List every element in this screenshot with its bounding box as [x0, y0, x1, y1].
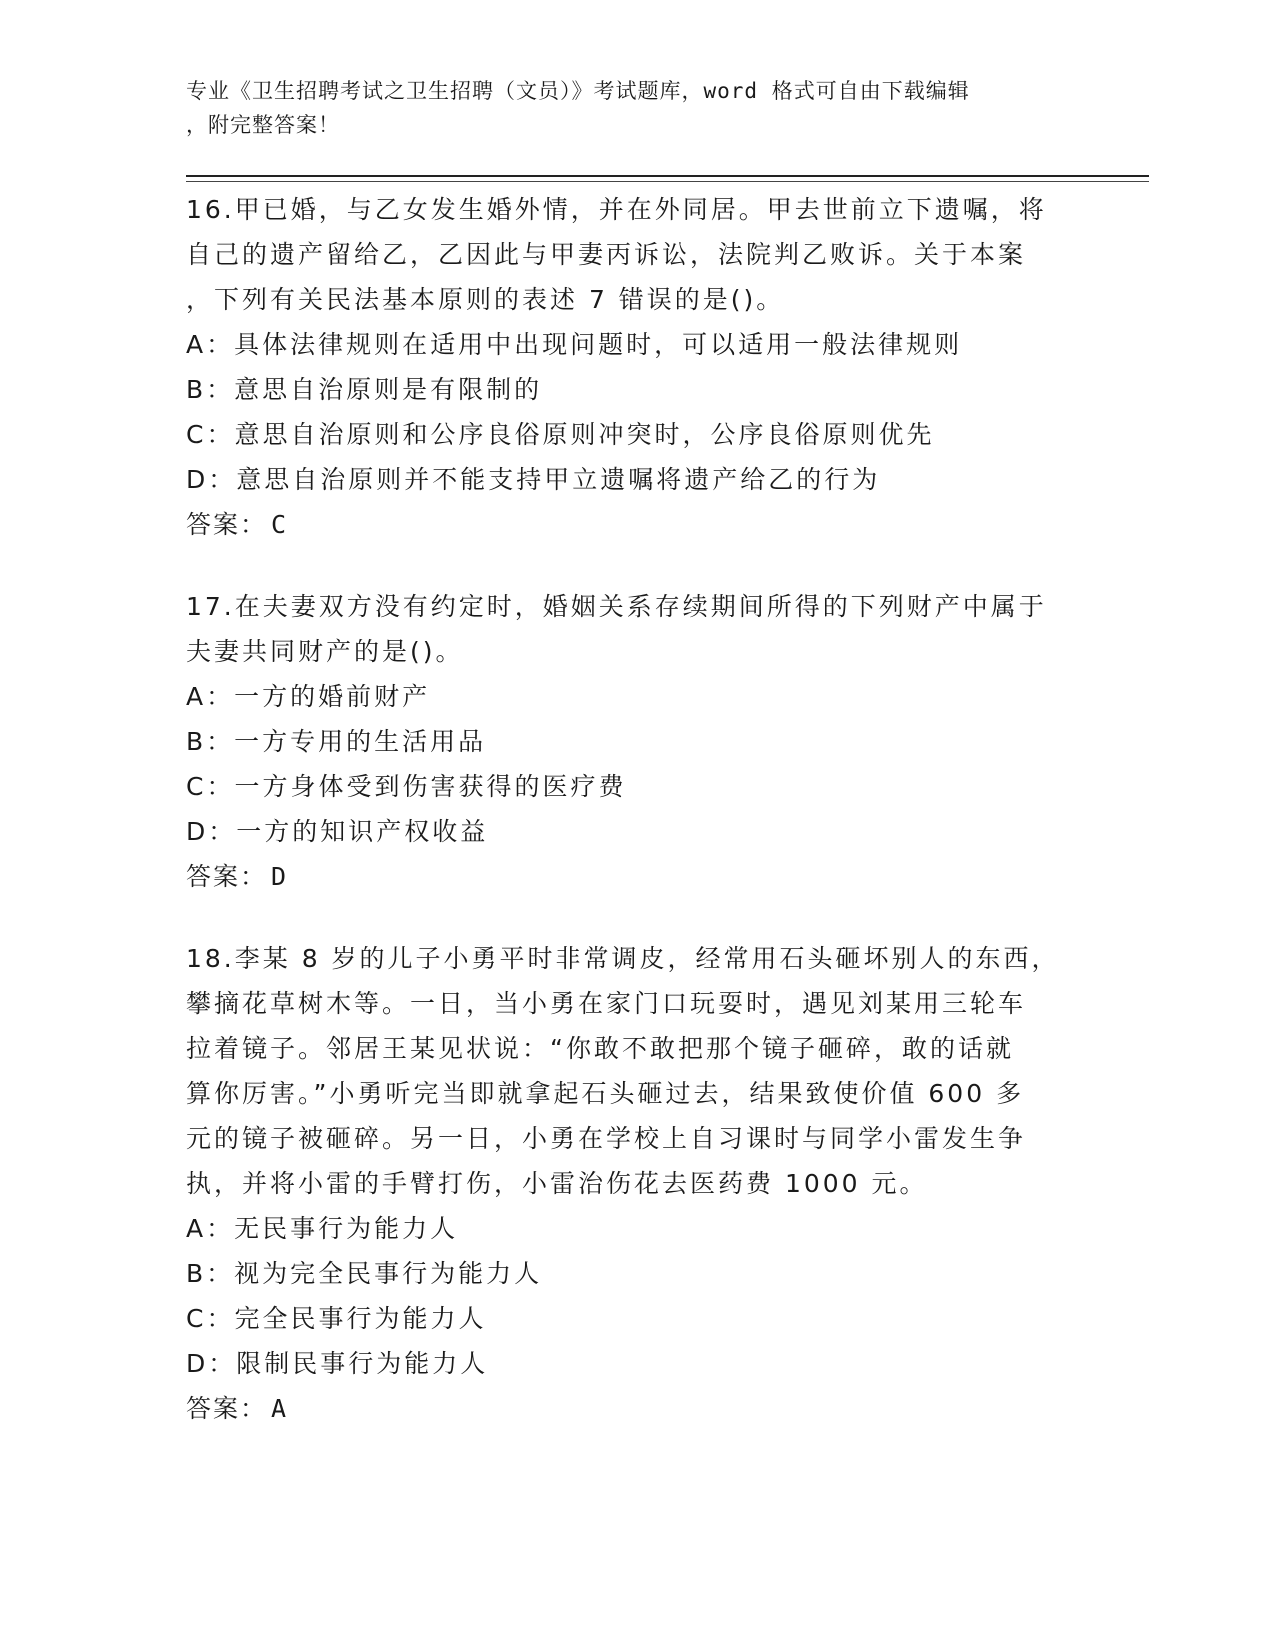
question-list — [186, 187, 1086, 1468]
option-b: B：一方专用的生活用品 — [186, 727, 487, 756]
question-stem-line: 拉着镜子。邻居王某见状说：“你敢不敢把那个镜子砸碎，敢的话就 — [186, 1034, 1014, 1063]
header-line-1: 专业《卫生招聘考试之卫生招聘（文员）》考试题库，word 格式可自由下载编辑 — [186, 79, 970, 103]
header-divider-thin — [186, 181, 1149, 182]
document-header — [186, 74, 1066, 142]
header-divider-thick — [186, 175, 1149, 177]
question-16 — [186, 187, 1086, 548]
answer-value: A — [271, 1394, 289, 1423]
question-stem-line: ，下列有关民法基本原则的表述 7 错误的是()。 — [186, 285, 785, 314]
option-d: D：一方的知识产权收益 — [186, 817, 489, 846]
answer-label: 答案： — [186, 1394, 268, 1423]
answer-value: C — [271, 510, 289, 539]
answer-label: 答案： — [186, 510, 268, 539]
option-b: B：意思自治原则是有限制的 — [186, 375, 543, 404]
option-c: C：完全民事行为能力人 — [186, 1304, 487, 1333]
question-stem-line: 算你厉害。”小勇听完当即就拿起石头砸过去，结果致使价值 600 多 — [186, 1079, 1025, 1108]
option-d: D：意思自治原则并不能支持甲立遗嘱将遗产给乙的行为 — [186, 465, 881, 494]
question-stem-line: 夫妻共同财产的是()。 — [186, 637, 464, 666]
question-stem-line: 攀摘花草树木等。一日，当小勇在家门口玩耍时，遇见刘某用三轮车 — [186, 989, 1027, 1018]
question-stem-line: 18.李某 8 岁的儿子小勇平时非常调皮，经常用石头砸坏别人的东西， — [186, 944, 1060, 973]
answer-value: D — [271, 862, 289, 891]
option-a: A：一方的婚前财产 — [186, 682, 431, 711]
question-stem-line: 元的镜子被砸碎。另一日，小勇在学校上自习课时与同学小雷发生争 — [186, 1124, 1027, 1153]
question-stem-line: 16.甲已婚，与乙女发生婚外情，并在外同居。甲去世前立下遗嘱，将 — [186, 195, 1047, 224]
question-18 — [186, 936, 1086, 1432]
option-d: D：限制民事行为能力人 — [186, 1349, 489, 1378]
option-a: A：无民事行为能力人 — [186, 1214, 459, 1243]
question-17 — [186, 584, 1086, 900]
question-stem-line: 执，并将小雷的手臂打伤，小雷治伤花去医药费 1000 元。 — [186, 1169, 928, 1198]
answer-line — [186, 854, 1086, 900]
answer-line — [186, 502, 1086, 548]
question-stem-line: 17.在夫妻双方没有约定时，婚姻关系存续期间所得的下列财产中属于 — [186, 592, 1047, 621]
option-c: C：意思自治原则和公序良俗原则冲突时，公序良俗原则优先 — [186, 420, 935, 449]
option-a: A：具体法律规则在适用中出现问题时，可以适用一般法律规则 — [186, 330, 963, 359]
question-stem-line: 自己的遗产留给乙，乙因此与甲妻丙诉讼，法院判乙败诉。关于本案 — [186, 240, 1027, 269]
option-c: C：一方身体受到伤害获得的医疗费 — [186, 772, 627, 801]
answer-line — [186, 1386, 1086, 1432]
header-line-2: ，附完整答案！ — [186, 113, 340, 137]
option-b: B：视为完全民事行为能力人 — [186, 1259, 543, 1288]
answer-label: 答案： — [186, 862, 268, 891]
